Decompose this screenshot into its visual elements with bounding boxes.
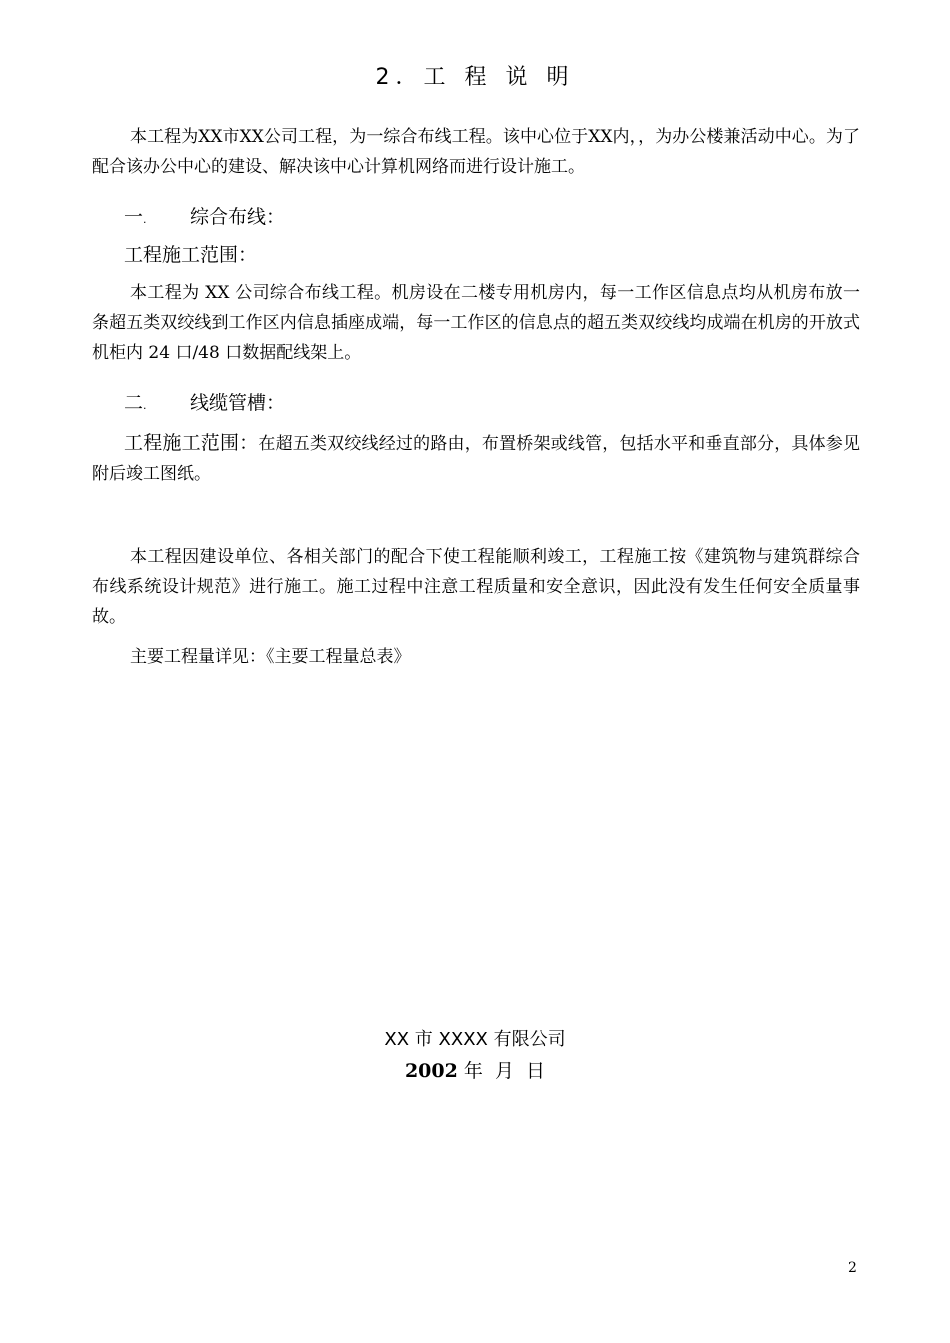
section2-title: 线缆管槽： <box>190 392 286 414</box>
signature-date <box>0 1056 950 1086</box>
closing-paragraph: 本工程因建设单位、各相关部门的配合下使工程能顺利竣工，工程施工按《建筑物与建筑群综合布线系统设计规范》进行施工。施工过程中注意工程质量和安全意识，因此没有发生任何安全质量事故。 <box>92 547 860 627</box>
section2-body-block <box>92 428 860 489</box>
section1-title: 综合布线： <box>190 206 286 228</box>
page-number: 2 <box>848 1260 857 1276</box>
signature-year: 2002 <box>404 1060 458 1082</box>
section1-subheading: 工程施工范围： <box>124 244 258 266</box>
section2-lead: 工程施工范围： <box>124 432 259 454</box>
signature-company: XX 市 XXXX 有限公司 <box>384 1029 566 1050</box>
section2-heading <box>124 388 285 421</box>
section2-number-dot: . <box>143 399 147 412</box>
section1-heading <box>124 202 285 235</box>
section1-number-text: 一 <box>124 206 144 228</box>
section1-number <box>124 202 190 235</box>
section2-body: 在超五类双绞线经过的路由，布置桥架或线管，包括水平和垂直部分，具体参见附后竣工图纸。 <box>92 434 860 484</box>
page-title: 2．工 程 说 明 <box>375 65 575 90</box>
section2-number-text: 二 <box>124 392 144 414</box>
reference-line: 主要工程量详见：《主要工程量总表》 <box>130 647 411 667</box>
section2-number <box>124 388 190 421</box>
intro-paragraph: 本工程为XX市XX公司工程，为一综合布线工程。该中心位于XX内，，为办公楼兼活动中心。为了配合该办公中心的建设、解决该中心计算机网络而进行设计施工。 <box>92 127 860 177</box>
section1-number-dot: . <box>143 213 147 226</box>
signature-date-rest: 年 月 日 <box>457 1060 546 1082</box>
section1-body: 本工程为 XX 公司综合布线工程。机房设在二楼专用机房内，每一工作区信息点均从机房布放一条超五类双绞线到工作区内信息插座成端，每一工作区的信息点的超五类双绞线均成端在机房的开放式机柜内 24 口/48 口数据配线架上。 <box>92 283 860 363</box>
